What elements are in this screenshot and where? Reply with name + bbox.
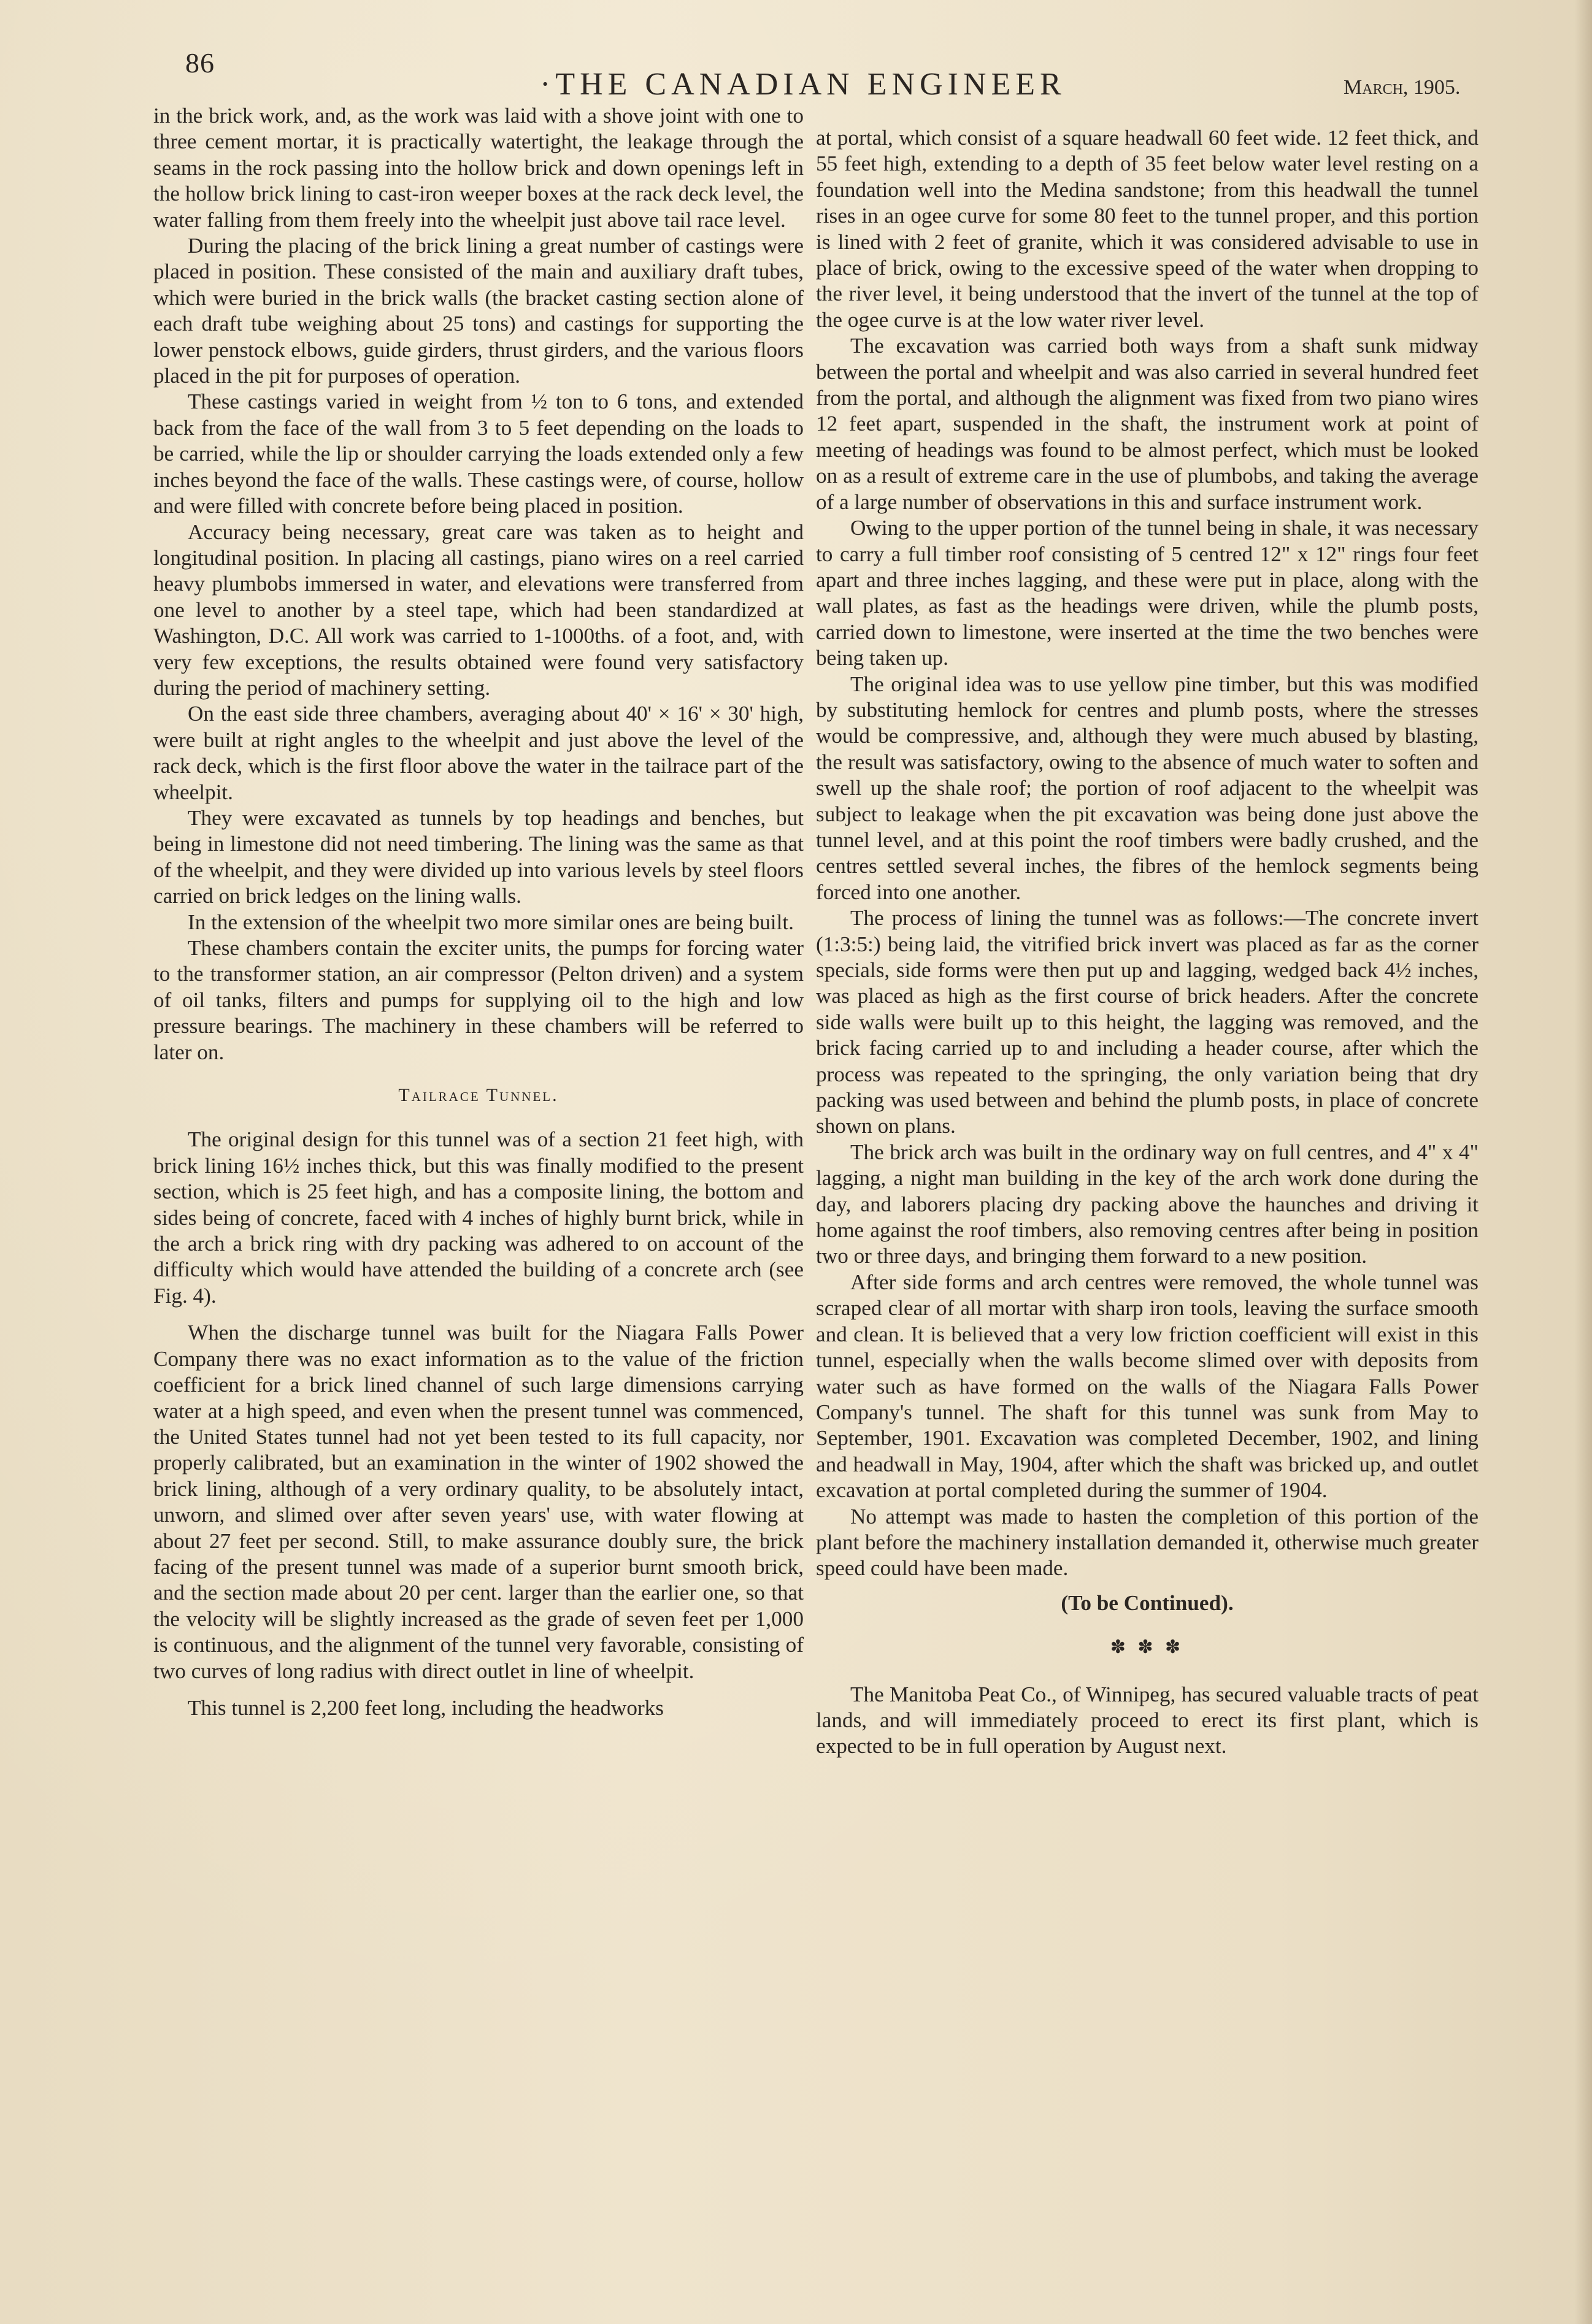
left-column [153,103,804,1721]
paragraph: When the discharge tunnel was built for the Niagara Falls Power Company there was no exact information as to the value of the friction coefficient for a brick lined channel of such large dimensions carrying water at a high speed, and even when the present tunnel was commenced, the United States tunnel had not yet been tested to its full capacity, nor properly calibrated, but an examination in the winter of 1902 showed the brick lining, although of a very ordinary quality, to be absolutely intact, unworn, and slimed over after seven years' use, with water flowing at about 27 feet per second. Still, to make assurance doubly sure, the brick facing of the present tunnel was made of a superior burnt smooth brick, and the section made about 20 per cent. larger than the earlier one, so that the velocity will be slightly increased as the grade of seven feet per 1,000 is continuous, and the alignment of the tunnel very favorable, consisting of two curves of long radius with direct outlet in line of wheelpit. [153,1321,804,1683]
page-number: 86 [185,47,215,79]
to-be-continued-note: (To be Continued). [1061,1590,1234,1615]
paragraph: In the extension of the wheelpit two more similar ones are being built. [188,910,794,934]
section-heading: Tailrace Tunnel. [398,1085,559,1106]
paragraph: No attempt was made to hasten the completion of this portion of the plant before the machinery installation demanded it, otherwise much greater speed could have been made. [816,1504,1479,1581]
journal-title: ·THE CANADIAN ENGINEER [540,67,1066,102]
paragraph: The Manitoba Peat Co., of Winnipeg, has secured valuable tracts of peat lands, and will immediately proceed to erect its first plant, which is expected to be in full operation by August next. [816,1682,1479,1758]
paragraph: The original design for this tunnel was of a section 21 feet high, with brick lining 16½ inches thick, but this was finally modified to the present section, which is 25 feet high, and has a composite lining, the bottom and sides being of concrete, faced with 4 inches of highly burnt brick, while in the arch a brick ring with dry packing was adhered to on account of the difficulty which would have attended the building of a concrete arch (see Fig. 4). [153,1127,804,1308]
paragraph: After side forms and arch centres were removed, the whole tunnel was scraped clear of all mortar with sharp iron tools, leaving the surface smooth and clean. It is believed that a very low friction coefficient will exist in this tunnel, especially when the walls become slimed over with deposits from water such as have formed on the walls of the Niagara Falls Power Company's tunnel. The shaft for this tunnel was sunk from May to September, 1901. Excavation was completed December, 1902, and lining and headwall in May, 1904, after which the shaft was bricked up, and outlet excavation at portal completed during the summer of 1904. [816,1270,1479,1503]
paragraph: These chambers contain the exciter units, the pumps for forcing water to the transformer station, an air compressor (Pelton driven) and a system of oil tanks, filters and pumps for supplying oil to the high and low pressure bearings. The machinery in these chambers will be referred to later on. [153,936,804,1064]
paragraph: This tunnel is 2,200 feet long, including the headworks [188,1695,664,1720]
paragraph: During the placing of the brick lining a great number of castings were placed in position. These consisted of the main and auxiliary draft tubes, which were buried in the brick walls (the bracket casting section alone of each draft tube weighing about 25 tons) and castings for supporting the lower penstock elbows, guide girders, thrust girders, and the various floors placed in the pit for purposes of operation. [153,234,804,388]
paragraph: These castings varied in weight from ½ ton to 6 tons, and extended back from the face of the wall from 3 to 5 feet depending on the loads to be carried, while the lip or shoulder carrying the loads extended only a few inches beyond the face of the walls. These castings were, of course, hollow and were filled with concrete before being placed in position. [153,389,804,518]
paragraph: Accuracy being necessary, great care was taken as to height and longitudinal position. In placing all castings, piano wires on a reel carried heavy plumbobs immersed in water, and elevations were transferred from one level to another by a steel tape, which had been standardized at Washington, D.C. All work was carried to 1-1000ths. of a foot, and, with very few exceptions, the results obtained were found very satisfactory during the period of machinery setting. [153,520,804,700]
paragraph: The process of lining the tunnel was as follows:—The concrete invert (1:3:5:) being laid, the vitrified brick invert was placed as far as the corner specials, side forms were then put up and lagging, wedged back 4½ inches, was placed as high as the first course of brick headers. After the concrete side walls were built up to this height, the lagging was removed, and the brick facing carried up to and including a header course, after which the process was repeated to the springing, the only variation being that dry packing was used between and behind the plumb posts, in place of concrete shown on plans. [816,906,1479,1138]
paragraph: On the east side three chambers, averaging about 40' × 16' × 30' high, were built at right angles to the wheelpit and just above the level of the rack deck, which is the first floor above the water in the tailrace part of the wheelpit. [153,702,804,804]
paragraph: The original idea was to use yellow pine timber, but this was modified by substituting hemlock for centres and plumb posts, where the stresses would be compressive, and, although they were much abused by blasting, the result was satisfactory, owing to the absence of much water to soften and swell up the shale roof; the portion of roof adjacent to the wheelpit was subject to leakage when the pit excavation was being done just above the tunnel level, and at this point the roof timbers were badly crushed, and the centres settled several inches, the fibres of the hemlock segments being forced into one another. [816,672,1479,904]
paragraph: They were excavated as tunnels by top headings and benches, but being in limestone did not need timbering. The lining was the same as that of the wheelpit, and they were divided up into various levels by steel floors carried on brick ledges on the lining walls. [153,805,804,908]
paragraph: The brick arch was built in the ordinary way on full centres, and 4" x 4" lagging, a night man building in the key of the arch work done during the day, and laborers placing dry packing above the haunches and driving it home against the roof timbers, also removing centres after being in position two or three days, and bringing them forward to a new position. [816,1140,1479,1268]
issue-date: March, 1905. [1344,76,1461,99]
right-column [816,125,1479,1760]
page-edge-shadow [1575,0,1592,2324]
paragraph: Owing to the upper portion of the tunnel being in shale, it was necessary to carry a full timber roof consisting of 5 centred 12" x 12" rings four feet apart and three inches lagging, and these were put in place, along with the wall plates, as fast as the headings were driven, while the plumb posts, carried down to limestone, were inserted at the time the two benches were being taken up. [816,516,1479,670]
paragraph: The excavation was carried both ways from a shaft sunk midway between the portal and wheelpit and was also carried in several hundred feet from the portal, and although the alignment was fixed from two piano wires 12 feet apart, suspended in the shaft, the instrument work at point of meeting of headings was found to be almost perfect, which must be looked on as a result of extreme care in the use of plumbobs, and taking the average of a large number of observations in this and surface instrument work. [816,334,1479,514]
paragraph: at portal, which consist of a square headwall 60 feet wide. 12 feet thick, and 55 feet high, extending to a depth of 35 feet below water level resting on a foundation well into the Medina sandstone; from this headwall the tunnel rises in an ogee curve for some 80 feet to the tunnel proper, and this portion is lined with 2 feet of granite, which it was considered advisable to use in place of brick, owing to the excessive speed of the water when dropping to the river level, it being understood that the invert of the tunnel at the top of the ogee curve is at the low water river level. [816,126,1479,332]
paragraph: in the brick work, and, as the work was laid with a shove joint with one to three cement mortar, it is practically watertight, the leakage through the seams in the rock passing into the hollow brick and down openings left in the hollow brick lining to cast-iron weeper boxes at the rack deck level, the water falling from them freely into the wheelpit just above tail race level. [153,104,804,232]
section-divider-ornament: ✽ ✽ ✽ [1110,1637,1185,1658]
